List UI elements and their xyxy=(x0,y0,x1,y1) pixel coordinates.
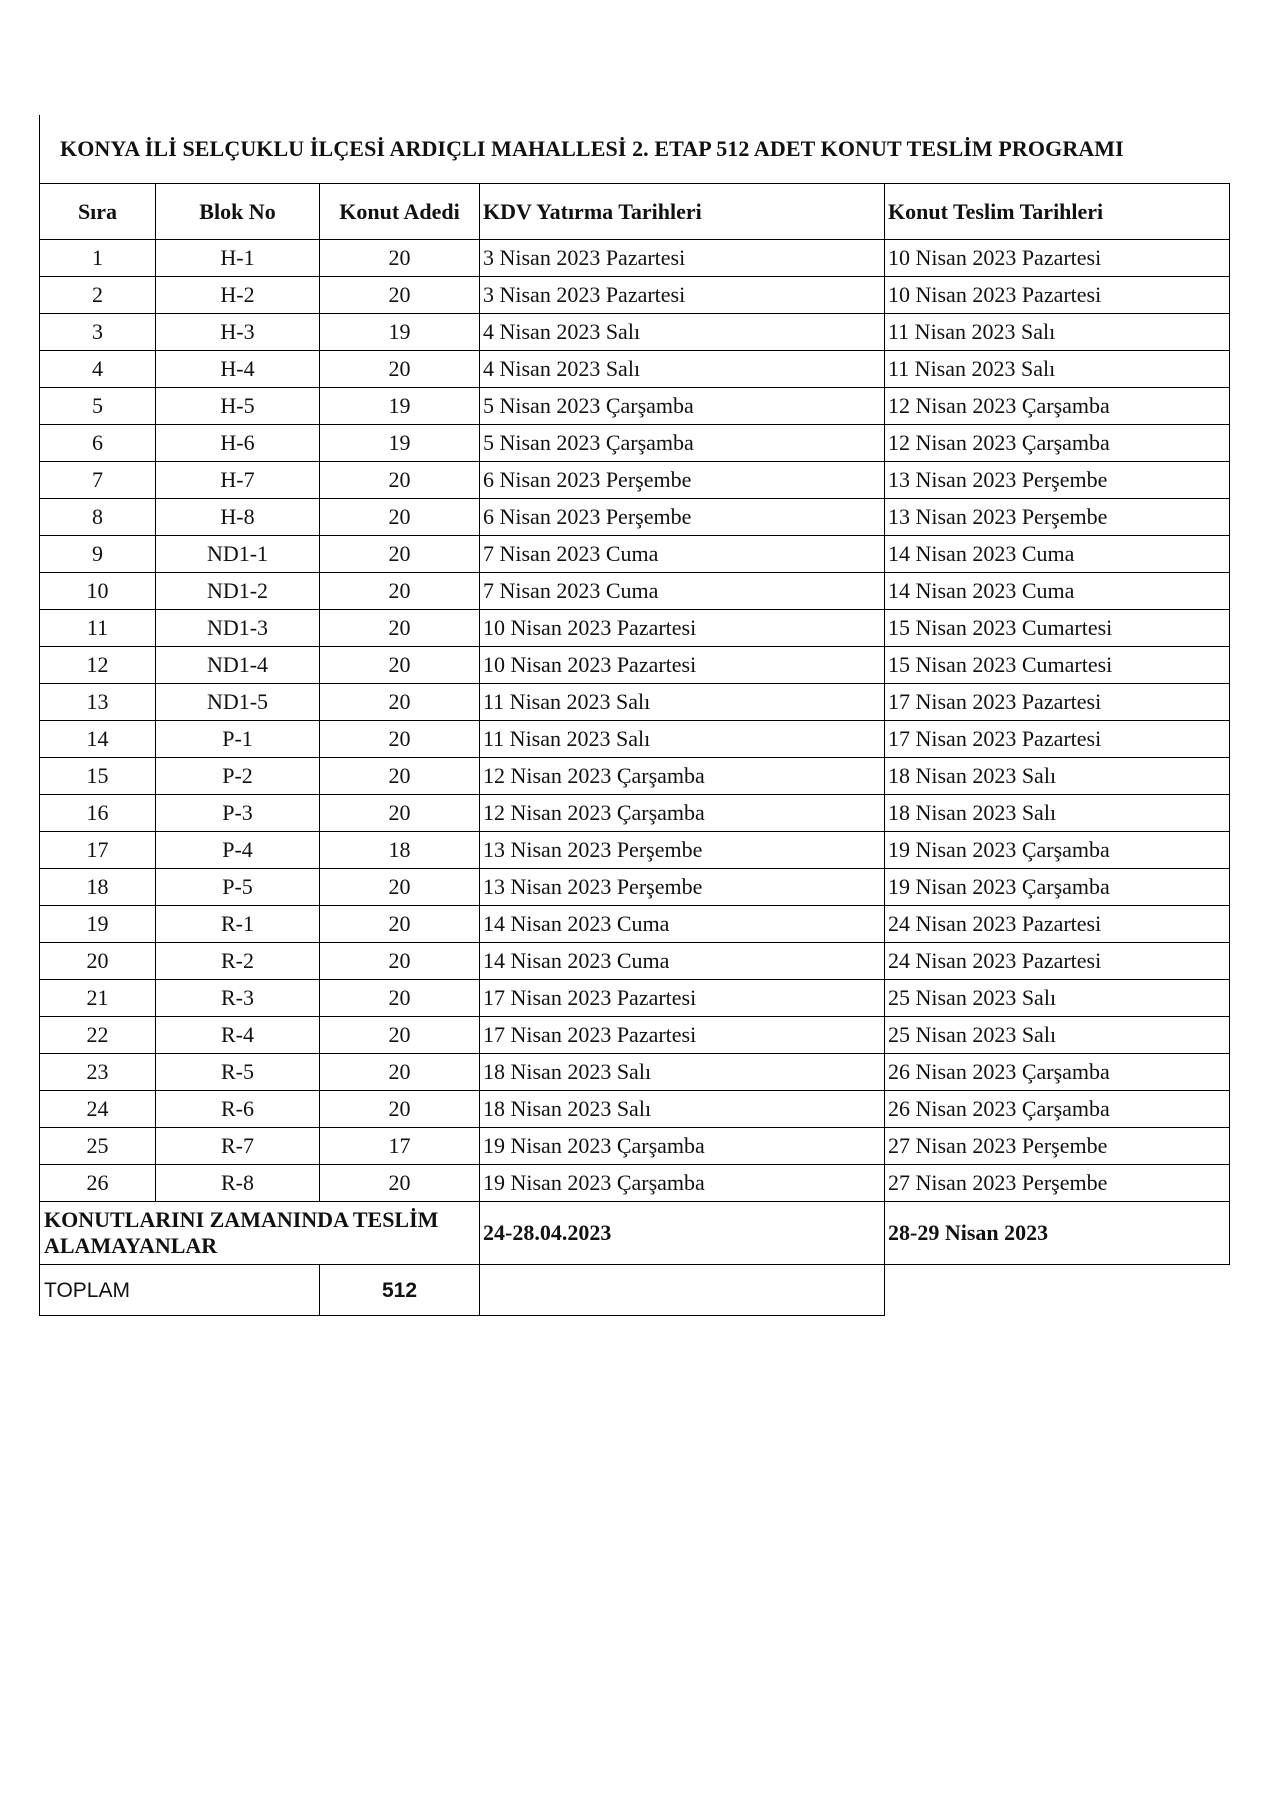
late-delivery-label: KONUTLARINI ZAMANINDA TESLİM ALAMAYANLAR xyxy=(40,1202,480,1265)
konut-adedi-cell: 20 xyxy=(320,1091,480,1128)
blok-no-cell: H-4 xyxy=(156,351,320,388)
sira-cell: 3 xyxy=(40,314,156,351)
total-value: 512 xyxy=(320,1265,480,1316)
delivery-date-cell: 26 Nisan 2023 Çarşamba xyxy=(885,1091,1230,1128)
blok-no-cell: H-8 xyxy=(156,499,320,536)
table-row xyxy=(40,1128,1230,1165)
kdv-date-cell: 19 Nisan 2023 Çarşamba xyxy=(480,1165,885,1202)
blok-no-cell: R-7 xyxy=(156,1128,320,1165)
delivery-date-cell: 27 Nisan 2023 Perşembe xyxy=(885,1128,1230,1165)
blok-no-cell: R-6 xyxy=(156,1091,320,1128)
table-row xyxy=(40,647,1230,684)
delivery-date-cell: 17 Nisan 2023 Pazartesi xyxy=(885,684,1230,721)
late-delivery-row xyxy=(40,1202,1230,1265)
table-row xyxy=(40,277,1230,314)
delivery-date-cell: 10 Nisan 2023 Pazartesi xyxy=(885,240,1230,277)
sira-cell: 12 xyxy=(40,647,156,684)
blok-no-cell: R-3 xyxy=(156,980,320,1017)
delivery-date-cell: 27 Nisan 2023 Perşembe xyxy=(885,1165,1230,1202)
konut-adedi-cell: 20 xyxy=(320,277,480,314)
sira-cell: 4 xyxy=(40,351,156,388)
konut-adedi-cell: 18 xyxy=(320,832,480,869)
blok-no-cell: P-2 xyxy=(156,758,320,795)
delivery-date-cell: 18 Nisan 2023 Salı xyxy=(885,758,1230,795)
sira-cell: 9 xyxy=(40,536,156,573)
left-margin-rule xyxy=(39,115,40,183)
kdv-date-cell: 5 Nisan 2023 Çarşamba xyxy=(480,388,885,425)
sira-cell: 24 xyxy=(40,1091,156,1128)
table-row xyxy=(40,388,1230,425)
delivery-date-cell: 14 Nisan 2023 Cuma xyxy=(885,536,1230,573)
delivery-date-cell: 25 Nisan 2023 Salı xyxy=(885,980,1230,1017)
delivery-date-cell: 11 Nisan 2023 Salı xyxy=(885,351,1230,388)
konut-adedi-cell: 20 xyxy=(320,536,480,573)
sira-cell: 14 xyxy=(40,721,156,758)
konut-adedi-cell: 20 xyxy=(320,462,480,499)
blok-no-cell: H-7 xyxy=(156,462,320,499)
total-blank-area xyxy=(885,1265,1230,1316)
kdv-date-cell: 10 Nisan 2023 Pazartesi xyxy=(480,610,885,647)
kdv-date-cell: 18 Nisan 2023 Salı xyxy=(480,1091,885,1128)
konut-adedi-cell: 20 xyxy=(320,573,480,610)
blok-no-cell: ND1-2 xyxy=(156,573,320,610)
delivery-date-cell: 18 Nisan 2023 Salı xyxy=(885,795,1230,832)
table-row xyxy=(40,610,1230,647)
delivery-date-cell: 14 Nisan 2023 Cuma xyxy=(885,573,1230,610)
kdv-date-cell: 14 Nisan 2023 Cuma xyxy=(480,943,885,980)
header-blok-no: Blok No xyxy=(156,184,320,240)
blok-no-cell: H-5 xyxy=(156,388,320,425)
sira-cell: 5 xyxy=(40,388,156,425)
sira-cell: 25 xyxy=(40,1128,156,1165)
blok-no-cell: H-3 xyxy=(156,314,320,351)
table-row xyxy=(40,425,1230,462)
kdv-date-cell: 19 Nisan 2023 Çarşamba xyxy=(480,1128,885,1165)
kdv-date-cell: 11 Nisan 2023 Salı xyxy=(480,684,885,721)
header-konut-adedi: Konut Adedi xyxy=(320,184,480,240)
blok-no-cell: ND1-4 xyxy=(156,647,320,684)
konut-adedi-cell: 20 xyxy=(320,795,480,832)
total-row xyxy=(40,1265,1230,1316)
table-row xyxy=(40,1091,1230,1128)
blok-no-cell: R-4 xyxy=(156,1017,320,1054)
kdv-date-cell: 3 Nisan 2023 Pazartesi xyxy=(480,240,885,277)
table-row xyxy=(40,351,1230,388)
sira-cell: 15 xyxy=(40,758,156,795)
blok-no-cell: ND1-3 xyxy=(156,610,320,647)
delivery-date-cell: 15 Nisan 2023 Cumartesi xyxy=(885,647,1230,684)
sira-cell: 20 xyxy=(40,943,156,980)
kdv-date-cell: 12 Nisan 2023 Çarşamba xyxy=(480,758,885,795)
table-row xyxy=(40,869,1230,906)
kdv-date-cell: 12 Nisan 2023 Çarşamba xyxy=(480,795,885,832)
delivery-date-cell: 13 Nisan 2023 Perşembe xyxy=(885,499,1230,536)
sira-cell: 16 xyxy=(40,795,156,832)
kdv-date-cell: 5 Nisan 2023 Çarşamba xyxy=(480,425,885,462)
header-delivery-dates: Konut Teslim Tarihleri xyxy=(885,184,1230,240)
konut-adedi-cell: 20 xyxy=(320,721,480,758)
sira-cell: 21 xyxy=(40,980,156,1017)
document-title: KONYA İLİ SELÇUKLU İLÇESİ ARDIÇLI MAHALLESİ 2. ETAP 512 ADET KONUT TESLİM PROGRAMI xyxy=(60,136,1124,161)
blok-no-cell: ND1-5 xyxy=(156,684,320,721)
total-label: TOPLAM xyxy=(40,1265,320,1316)
blok-no-cell: P-4 xyxy=(156,832,320,869)
blok-no-cell: P-3 xyxy=(156,795,320,832)
sira-cell: 10 xyxy=(40,573,156,610)
header-row xyxy=(40,184,1230,240)
delivery-date-cell: 10 Nisan 2023 Pazartesi xyxy=(885,277,1230,314)
kdv-date-cell: 4 Nisan 2023 Salı xyxy=(480,351,885,388)
delivery-date-cell: 24 Nisan 2023 Pazartesi xyxy=(885,943,1230,980)
blok-no-cell: H-6 xyxy=(156,425,320,462)
blok-no-cell: P-5 xyxy=(156,869,320,906)
kdv-date-cell: 14 Nisan 2023 Cuma xyxy=(480,906,885,943)
kdv-date-cell: 6 Nisan 2023 Perşembe xyxy=(480,462,885,499)
table-row xyxy=(40,1054,1230,1091)
sira-cell: 13 xyxy=(40,684,156,721)
delivery-date-cell: 24 Nisan 2023 Pazartesi xyxy=(885,906,1230,943)
konut-adedi-cell: 20 xyxy=(320,1165,480,1202)
kdv-date-cell: 13 Nisan 2023 Perşembe xyxy=(480,832,885,869)
kdv-date-cell: 10 Nisan 2023 Pazartesi xyxy=(480,647,885,684)
kdv-date-cell: 4 Nisan 2023 Salı xyxy=(480,314,885,351)
sira-cell: 6 xyxy=(40,425,156,462)
sira-cell: 19 xyxy=(40,906,156,943)
table-row xyxy=(40,906,1230,943)
blok-no-cell: R-8 xyxy=(156,1165,320,1202)
table-row xyxy=(40,795,1230,832)
delivery-date-cell: 25 Nisan 2023 Salı xyxy=(885,1017,1230,1054)
table-row xyxy=(40,980,1230,1017)
delivery-schedule-table xyxy=(39,183,1230,1316)
kdv-date-cell: 7 Nisan 2023 Cuma xyxy=(480,536,885,573)
konut-adedi-cell: 20 xyxy=(320,980,480,1017)
sira-cell: 8 xyxy=(40,499,156,536)
sira-cell: 22 xyxy=(40,1017,156,1054)
delivery-date-cell: 26 Nisan 2023 Çarşamba xyxy=(885,1054,1230,1091)
blok-no-cell: H-2 xyxy=(156,277,320,314)
konut-adedi-cell: 20 xyxy=(320,684,480,721)
table-row xyxy=(40,536,1230,573)
delivery-date-cell: 12 Nisan 2023 Çarşamba xyxy=(885,425,1230,462)
kdv-date-cell: 11 Nisan 2023 Salı xyxy=(480,721,885,758)
delivery-date-cell: 12 Nisan 2023 Çarşamba xyxy=(885,388,1230,425)
table-row xyxy=(40,943,1230,980)
blok-no-cell: P-1 xyxy=(156,721,320,758)
table-row xyxy=(40,1165,1230,1202)
header-kdv-dates: KDV Yatırma Tarihleri xyxy=(480,184,885,240)
sira-cell: 7 xyxy=(40,462,156,499)
delivery-date-cell: 15 Nisan 2023 Cumartesi xyxy=(885,610,1230,647)
kdv-date-cell: 3 Nisan 2023 Pazartesi xyxy=(480,277,885,314)
konut-adedi-cell: 20 xyxy=(320,1017,480,1054)
total-empty-cell xyxy=(480,1265,885,1316)
konut-adedi-cell: 20 xyxy=(320,1054,480,1091)
table-row xyxy=(40,240,1230,277)
konut-adedi-cell: 17 xyxy=(320,1128,480,1165)
sira-cell: 23 xyxy=(40,1054,156,1091)
table-row xyxy=(40,462,1230,499)
table-row xyxy=(40,314,1230,351)
kdv-date-cell: 7 Nisan 2023 Cuma xyxy=(480,573,885,610)
kdv-date-cell: 13 Nisan 2023 Perşembe xyxy=(480,869,885,906)
kdv-date-cell: 17 Nisan 2023 Pazartesi xyxy=(480,1017,885,1054)
delivery-date-cell: 11 Nisan 2023 Salı xyxy=(885,314,1230,351)
konut-adedi-cell: 20 xyxy=(320,610,480,647)
late-delivery-dates: 28-29 Nisan 2023 xyxy=(885,1202,1230,1265)
delivery-date-cell: 13 Nisan 2023 Perşembe xyxy=(885,462,1230,499)
delivery-date-cell: 19 Nisan 2023 Çarşamba xyxy=(885,832,1230,869)
kdv-date-cell: 18 Nisan 2023 Salı xyxy=(480,1054,885,1091)
late-kdv-dates: 24-28.04.2023 xyxy=(480,1202,885,1265)
delivery-date-cell: 17 Nisan 2023 Pazartesi xyxy=(885,721,1230,758)
blok-no-cell: ND1-1 xyxy=(156,536,320,573)
sira-cell: 26 xyxy=(40,1165,156,1202)
blok-no-cell: R-2 xyxy=(156,943,320,980)
sira-cell: 18 xyxy=(40,869,156,906)
sira-cell: 2 xyxy=(40,277,156,314)
konut-adedi-cell: 19 xyxy=(320,388,480,425)
konut-adedi-cell: 20 xyxy=(320,758,480,795)
table-row xyxy=(40,758,1230,795)
konut-adedi-cell: 20 xyxy=(320,943,480,980)
konut-adedi-cell: 19 xyxy=(320,425,480,462)
table-row xyxy=(40,499,1230,536)
delivery-date-cell: 19 Nisan 2023 Çarşamba xyxy=(885,869,1230,906)
blok-no-cell: H-1 xyxy=(156,240,320,277)
table-row xyxy=(40,684,1230,721)
konut-adedi-cell: 20 xyxy=(320,869,480,906)
konut-adedi-cell: 20 xyxy=(320,499,480,536)
table-row xyxy=(40,1017,1230,1054)
konut-adedi-cell: 20 xyxy=(320,240,480,277)
konut-adedi-cell: 20 xyxy=(320,647,480,684)
table-row xyxy=(40,832,1230,869)
blok-no-cell: R-1 xyxy=(156,906,320,943)
kdv-date-cell: 6 Nisan 2023 Perşembe xyxy=(480,499,885,536)
konut-adedi-cell: 20 xyxy=(320,351,480,388)
header-sira: Sıra xyxy=(40,184,156,240)
konut-adedi-cell: 19 xyxy=(320,314,480,351)
sira-cell: 1 xyxy=(40,240,156,277)
blok-no-cell: R-5 xyxy=(156,1054,320,1091)
sira-cell: 11 xyxy=(40,610,156,647)
konut-adedi-cell: 20 xyxy=(320,906,480,943)
kdv-date-cell: 17 Nisan 2023 Pazartesi xyxy=(480,980,885,1017)
table-row xyxy=(40,721,1230,758)
table-row xyxy=(40,573,1230,610)
sira-cell: 17 xyxy=(40,832,156,869)
